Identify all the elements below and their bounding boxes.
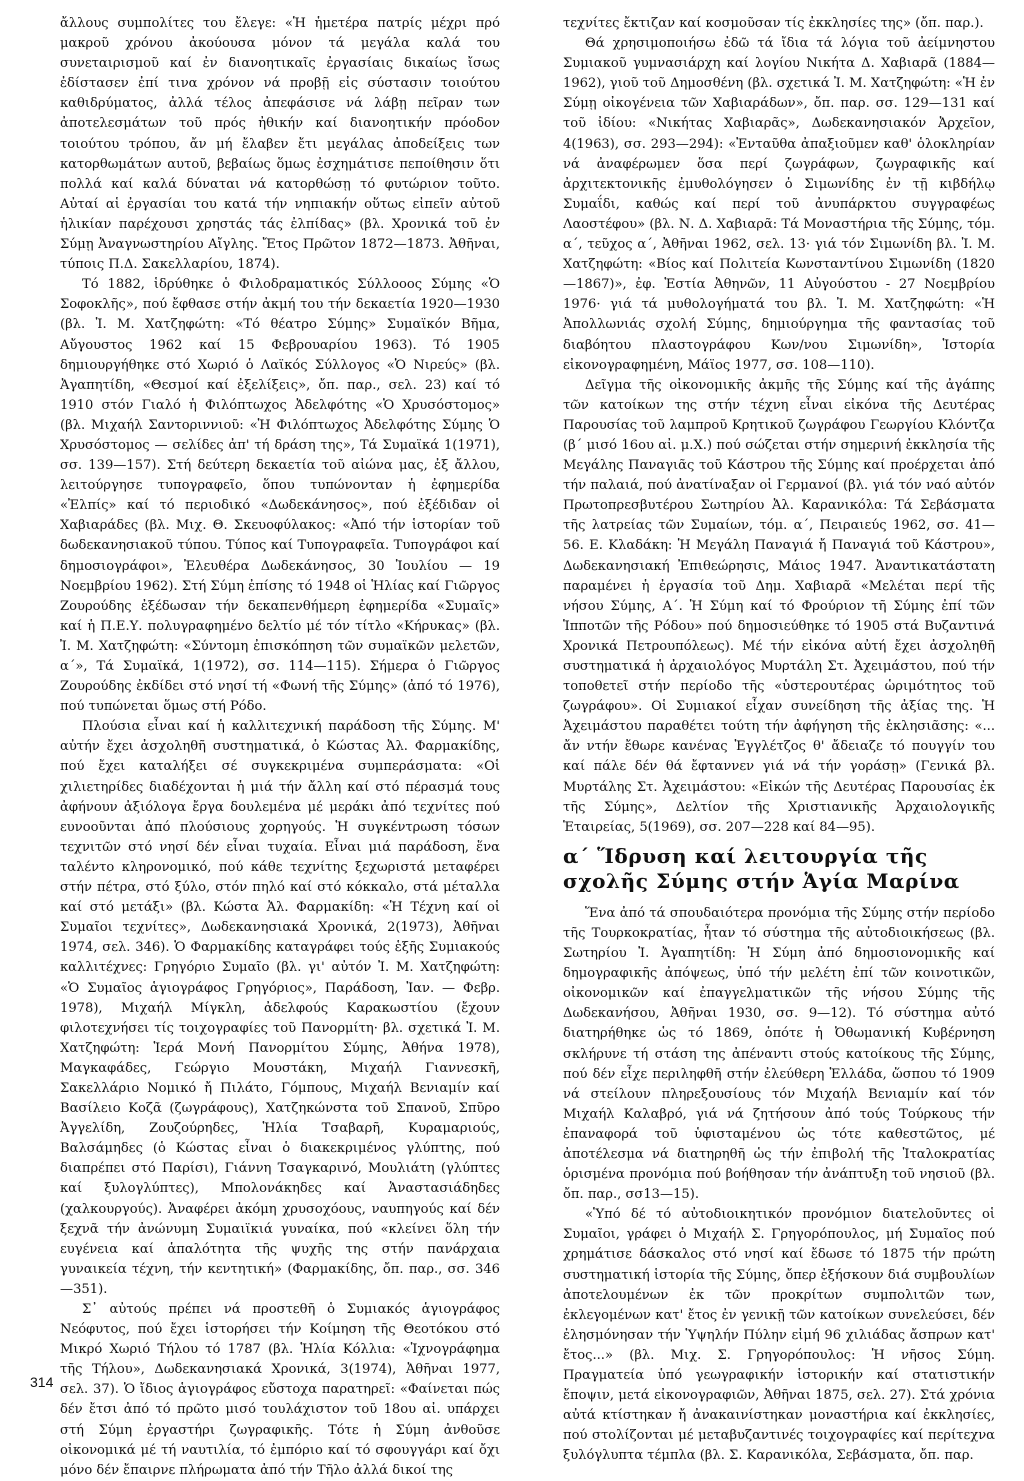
paragraph: Θά χρησιμοποιήσω ἐδῶ τά ἴδια τά λόγια τοῦ ἀείμνηστου Συμιακοῦ γυμνασιάρχη καί λογίου Νικήτα Δ. Χαβιαρᾶ (1884—1962), γιοῦ τοῦ Δημοσθένη (βλ. σχετικά Ἰ. Μ. Χατζηφώτη: «Ἡ ἐν Σύμῃ οἰκογένεια τῶν Χαβιαράδων», ὄπ. παρ. σσ. 129—131 καί τοῦ ἰδίου: «Νικήτας Χαβιαρᾶς», Δωδεκανησιακόν Ἀρχεῖον, 4(1963), σσ. 293—294): «Ἐνταῦθα ἀπαξιοῦμεν καθ' ὁλοκληρίαν νά ἀναφέρωμεν ὅσα περί ζωγράφων, ζωγραφικῆς καί ἀρχιτεκτονικῆς ἐμυθολόγησεν ὁ Σιμωνίδης ἐν τῇ κιβδήλῳ Συμαΐδι, καθώς καί περί τοῦ ἀνυπάρκτου συγγραφέως Λαοστέφου» (βλ. Ν. Δ. Χαβιαρᾶ: Τά Μοναστήρια τῆς Σύμης, τόμ. α΄, τεῦχος α΄, Ἀθῆναι 1962, σελ. 13· γιά τόν Σιμωνίδη βλ. Ἰ. Μ. Χατζηφώτη: «Βίος καί Πολιτεία Κωνσταντίνου Σιμωνίδη (1820—1867)», ἐφ. Ἑστία Ἀθηνῶν, 11 Αὐγούστου - 27 Νοεμβρίου 1976· γιά τά μυθολογήματά του βλ. Ἰ. Μ. Χατζηφώτη: «Ἡ Ἀπολλωνιάς σχολή Σύμης, δημιούργημα τῆς φαντασίας τοῦ διαβόητου πλαστογράφου Κων/νου Σιμωνίδη», Ἱστορία εἰκονογραφημένη, Μάϊος 1977, σσ. 108—110). [563, 36, 995, 373]
section-heading: α΄ Ἵδρυση καί λειτουργία τῆς σχολῆς Σύμης στήν Ἁγία Μαρίνα [563, 843, 960, 893]
paragraph: τεχνίτες ἔκτιζαν καί κοσμοῦσαν τίς ἐκκλησίες της» (ὄπ. παρ.). [563, 16, 984, 31]
left-column [60, 14, 500, 1481]
paragraph: Πλούσια εἶναι καί ἡ καλλιτεχνική παράδοση τῆς Σύμης. Μ' αὐτήν ἔχει ἀσχοληθῆ συστηματικά, ὁ Κώστας Ἀλ. Φαρμακίδης, πού ἔχει καταλήξει σέ συγκεκριμένα συμπεράσματα: «Οἱ χιλιετηρίδες διαδέχονται ἡ μιά τήν ἄλλη καί στό πέρασμά τους ἀφήνουν ἀξιόλογα ἔργα δουλεμένα μέ μεράκι ἀπό τεχνίτες πού ευνοοῦνται ἀπό πλούσιους χορηγούς. Ἡ συγκέντρωση τόσων τεχνιτῶν στό νησί δέν εἶναι τυχαία. Εἶναι μιά παράδοση, ἕνα ταλέντο κληρονομικό, πού κάθε τεχνίτης ξεχωριστά μεταφέρει στήν πέτρα, στό ξύλο, στόν πηλό καί στό κόκκαλο, στά μέταλλα καί στό μετάξι» (βλ. Κώστα Ἀλ. Φαρμακίδη: «Ἡ Τέχνη καί οἱ Συμαῖοι τεχνίτες», Δωδεκανησιακά Χρονικά, 2(1973), Ἀθῆναι 1974, σελ. 346). Ὁ Φαρμακίδης καταγράφει τούς ἑξῆς Συμιακούς καλλιτέχνες: Γρηγόριο Συμαῖο (βλ. γι' αὐτόν Ἰ. Μ. Χατζηφώτη: «Ὁ Συμαῖος ἁγιογράφος Γρηγόριος», Παράδοση, Ἰαν. — Φεβρ. 1978), Μιχαήλ Μίγκλη, ἀδελφούς Καρακωστίου (ἔχουν φιλοτεχνήσει τίς τοιχογραφίες τοῦ Πανορμίτη· βλ. σχετικά Ἰ. Μ. Χατζηφώτη: Ἱερά Μονή Πανορμίτου Σύμης, Ἀθήνα 1978), Μαγκαφάδες, Γεώργιο Μουστάκη, Μιχαήλ Γιαννεσκῆ, Σακελλάριο Νομικό ἤ Πιλάτο, Γόμπους, Μιχαήλ Βενιαμίν καί Βασίλειο Κοζᾶ (ζωγράφους), Χατζηκώνστα τοῦ Σπανοῦ, Σπῦρο Ἀγγελίδη, Ζουζούρηδες, Ἡλία Τσαβαρῆ, Κυραμαριούς, Βαλσάμηδες (ὁ Κώστας εἶναι ὁ διακεκριμένος γλύπτης, πού διαπρέπει στό Παρίσι), Γιάννη Τσαγκαρινό, Μουλιάτη (γλύπτες καί ξυλογλύπτες), Μπολονάκηδες καί Ἀναστασιάδηδες (χαλκουργούς). Ἀναφέρει ἀκόμη χρυσοχόους, ναυπηγούς καί δέν ξεχνᾶ τήν ἀνώνυμη Συμαιϊκιά γυναίκα, πού «κλείνει ὅλη τήν ευγένεια καί ἁπαλότητα τῆς ψυχῆς της στήν πανάρχαια γυναικεία τέχνη, τήν κεντητική» (Φαρμακίδης, ὄπ. παρ., σσ. 346—351). [60, 719, 500, 1297]
right-column [563, 14, 995, 1466]
paragraph: Ἕνα ἀπό τά σπουδαιότερα προνόμια τῆς Σύμης στήν περίοδο τῆς Τουρκοκρατίας, ἦταν τό σύστημα τῆς αὐτοδιοικήσεως (βλ. Σωτηρίου Ἰ. Ἀγαπητίδη: Ἡ Σύμη ἀπό δημοσιονομικῆς καί δημογραφικῆς ἀπόψεως, ὑπό τήν μελέτη ἐπί τῶν κοινοτικῶν, οἰκονομικῶν καί ἐπαγγελματικῶν τῆς νήσου Σύμης τῆς Δωδεκανήσου, Ἀθῆναι 1930, σσ. 9—12). Τό σύστημα αὐτό διατηρήθηκε ὡς τό 1869, ὁπότε ἡ Ὀθωμανική Κυβέρνηση σκλήρυνε τή στάση της ἀπέναντι στούς κατοίκους τῆς Σύμης, πού δέν εἶχε περιληφθῆ στήν ἐλεύθερη Ἑλλάδα, ὥσπου τό 1909 νά στείλουν πληρεξουσίους τόν Μιχαήλ Βενιαμίν καί τόν Μιχαήλ Καλαβρό, γιά νά ζητήσουν ἀπό τούς Τούρκους τήν ἐπαναφορά τοῦ ὑφισταμένου ὡς τότε καθεστῶτος, μέ ἀποτέλεσμα νά διατηρηθῆ ὡς τήν ἐπιβολή τῆς Ἰταλοκρατίας ὁρισμένα προνόμια πού βοήθησαν τήν ἀνάπτυξη τοῦ νησιοῦ (βλ. ὄπ. παρ., σσ13—15). [563, 905, 995, 1203]
paragraph: ἄλλους συμπολίτες του ἔλεγε: «Ἡ ἡμετέρα πατρίς μέχρι πρό μακροῦ χρόνου ἀκούουσα μόνον τά μεγάλα καλά του συνεταιρισμοῦ καί ἐν διανοητικαῖς ἐργασίαις δικαίως ἴσως ἐδίστασεν ἐπί τινα χρόνον νά προβῇ εἰς σύστασιν τοιούτου καθιδρύματος, ἀλλά τέλος ἀπεφάσισε νά λάβῃ πεῖραν των ἀποτελεσμάτων τοῦ πρός ἠθικήν καί διανοητικήν πρόοδον τοιούτου τρόπου, ἄν μή ἔλαβεν ἔτι μεγάλας ἀποδείξεις των κατορθωμάτων αυτοῦ, βεβαίως ὅμως ἐσχημάτισε πεποίθησιν ὅτι πολλά καί καλά δύναται νά κατορθώσῃ τό φυτώριον τοῦτο. Αὐταί αἱ ἐργασίαι του κατά τήν νηπιακήν οὕτως εἰπεῖν αὐτοῦ ἡλικίαν παρέχουσι χρηστάς τάς ἐλπίδας» (βλ. Χρονικά τοῦ ἐν Σύμῃ Ἀναγνωστηρίου Αἴγλης. Ἔτος Πρῶτον 1872—1873. Ἀθῆναι, τύποις Π.Δ. Σακελλαρίου, 1874). [60, 16, 500, 273]
paragraph: Τό 1882, ἱδρύθηκε ὁ Φιλοδραματικός Σύλλοoος Σύμης «Ὁ Σοφοκλῆς», πού ἔφθασε στήν ἀκμή του τήν δεκαετία 1920—1930 (βλ. Ἰ. Μ. Χατζηφώτη: «Τό θέατρο Σύμης» Συμαϊκόν Βῆμα, Αὔγουστος 1962 καί 15 Φεβρουαρίου 1963). Τό 1905 δημιουργήθηκε στό Χωριό ὁ Λαϊκός Σύλλογος «Ὁ Νιρεύς» (βλ. Ἀγαπητίδη, «Θεσμοί καί ἐξελίξεις», ὄπ. παρ., σελ. 23) καί τό 1910 στόν Γιαλό ἡ Φιλόπτωχος Ἀδελφότης «Ὁ Χρυσόστομος» (βλ. Μιχαήλ Σαντοριννιοῦ: «Ἡ Φιλόπτωχος Ἀδελφότης Σύμης Ὁ Χρυσόστομος — σελίδες ἀπ' τή δράση της», Τά Συμαϊκά 1(1971), σσ. 139—157). Στή δεύτερη δεκαετία τοῦ αἰώνα μας, ἐξ ἄλλου, λειτούργησε τυπογραφεῖο, ὅπου τυπώνονταν ἡ ἐφημερίδα «Ἐλπίς» καί τό περιοδικό «Δωδεκάνησος», πού ἐξέδιδαν οἱ Χαβιαράδες (βλ. Μιχ. Θ. Σκευοφύλακος: «Ἀπό τήν ἱστορίαν τοῦ δωδεκανησιακοῦ τύπου. Τύπος καί Τυπογραφεῖα. Τυπογράφοι καί δημοσιογράφοι», Ἐλευθέρα Δωδεκάνησος, 30 Ἰουλίου — 19 Νοεμβρίου 1962). Στή Σύμη ἐπίσης τό 1948 οἱ Ἡλίας καί Γιῶργος Ζουρούδης ἐξέδωσαν τήν δεκαπενθήμερη ἐφημερίδα «Συμαῖς» καί ἡ Π.Ε.Υ. πολυγραφημένο δελτίο μέ τόν τίτλο «Κήρυκας» (βλ. Ἰ. Μ. Χατζηφώτη: «Σύντομη ἐπισκόπηση τῶν συμαϊκῶν μελετῶν, α΄», Τά Συμαϊκά, 1(1972), σσ. 114—115). Σήμερα ὁ Γιῶργος Ζουρούδης ἐκδίδει στό νησί τή «Φωνή τῆς Σύμης» (ἀπό τό 1976), πού τυπώνεται ὅμως στή Ρόδο. [60, 277, 500, 715]
paragraph: «Ὑπό δέ τό αὐτοδιοικητικόν προνόμιον διατελοῦντες οἱ Συμαῖοι, γράφει ὁ Μιχαήλ Σ. Γρηγορόπουλος, μή Συμαῖος πού χρημάτισε δάσκαλος στό νησί καί ἔδωσε τό 1875 τήν πρώτη συστηματική ἱστορία τῆς Σύμης, ὄπερ ἐξήσκουν διά συμβουλίων ἀποτελουμένων ἐκ τῶν προκρίτων συμπολιτῶν των, ἐκλεγομένων κατ' ἔτος ἐν γενικῇ τῶν κατοίκων συνελεύσει, δέν ἐλησμόνησαν τήν Ὑψηλήν Πύλην εἰμή 96 χιλιάδας ἄσπρων κατ' ἔτος...» (βλ. Μιχ. Σ. Γρηγορόπουλος: Ἡ νῆσος Σύμη. Πραγματεία ὑπό γεωγραφικήν ἱστορικήν καί στατιστικήν ἔποψιν, μετά εἰκονογραφιῶν, Ἀθῆναι 1875, σελ. 27). Στά χρόνια αὐτά κτίστηκαν ἤ ἀνακαινίστηκαν μοναστήρια καί ἐκκλησίες, πού στολίζονται μέ μεταβυζαντινές τοιχογραφίες καί περίτεχνα ξυλόγλυπτα τέμπλα (βλ. Σ. Καρανικόλα, Σεβάσματα, ὄπ. παρ. [563, 1207, 995, 1464]
paragraph: Δεῖγμα τῆς οἰκονομικῆς ἀκμῆς τῆς Σύμης καί τῆς ἀγάπης τῶν κατοίκων της στήν τέχνη εἶναι εἰκόνα τῆς Δευτέρας Παρουσίας τοῦ λαμπροῦ Κρητικοῦ ζωγράφου Γεωργίου Κλόντζα (β΄ μισό 16ου αἰ. μ.Χ.) πού σώζεται στήν σημερινή ἐκκλησία τῆς Μεγάλης Παναγιᾶς τοῦ Κάστρου τῆς Σύμης καί προέρχεται ἀπό τήν παλαιά, πού ἀνατίναξαν οἱ Γερμανοί (βλ. γιά τόν ναό αὐτόν Πρωτοπρεσβυτέρου Σωτηρίου Ἀλ. Καρανικόλα: Τά Σεβάσματα τῆς λατρείας τῶν Συμαίων, τόμ. α΄, Πειραιεύς 1962, σσ. 41—56. Ε. Κλαδάκη: Ἡ Μεγάλη Παναγιά ἤ Παναγιά τοῦ Κάστρου», Δωδεκανησιακή Ἐπιθεώρησις, Μάιος 1947. Ἀναντικατάστατη παραμένει ἡ ἐργασία τοῦ Δημ. Χαβιαρᾶ «Μελέται περί τῆς νήσου Σύμης, Α΄. Ἡ Σύμη καί τό Φρούριον τῆ Σύμης ἐπί τῶν Ἱπποτῶν τῆς Ρόδου» πού δημοσιεύθηκε τό 1905 στά Βυζαντινά Χρονικά Πετρουπόλεως). Μέ τήν εἰκόνα αὐτή ἔχει ἀσχοληθῆ συστηματικά ἡ ἀρχαιολόγος Μυρτάλη Στ. Ἀχειμάστου, πού τήν τοποθετεῖ στήν περίοδο τῆς «ὑστερουτέρας ὡριμότητος τοῦ ζωγράφου». Οἱ Συμιακοί εἶχαν συνείδηση τῆς ἀξίας της. Ἡ Ἀχειμάστου παραθέτει τούτη τήν ἀφήγηση τῆς ἐκλησιᾶσης: «... ἄν ντήν ἔθωρε κανένας Ἐγγλέτζος θ' ἄδειαζε τό πουγγίν του καί πάλε δέν θά ἔφταννεν γιά νά τήν γοράσῃ» (Γενικά βλ. Μυρτάλης Στ. Ἀχειμάστου: «Εἰκών τῆς Δευτέρας Παρουσίας ἐκ τῆς Σύμης», Δελτίον τῆς Χριστιανικῆς Ἀρχαιολογικῆς Ἑταιρείας, 5(1969), σσ. 207—228 καί 84—95). [563, 377, 995, 835]
page-number: 314 [30, 1374, 54, 1390]
paragraph: Σ᾽ αὐτούς πρέπει νά προστεθῆ ὁ Συμιακός ἁγιογράφος Νεόφυτος, πού ἔχει ἱστορήσει τήν Κοίμηση τῆς Θεοτόκου στό Μικρό Χωριό Τήλου τό 1787 (βλ. Ἡλία Κόλλια: «Ἰχνογράφημα τῆς Τήλου», Δωδεκανησιακά Χρονικά, 3(1974), Ἀθῆναι 1977, σελ. 37). Ὁ ἴδιος ἁγιογράφος εὔστοχα παρατηρεῖ: «Φαίνεται πώς δέν ἔτσι ἀπό τό πρῶτο μισό τουλάχιστον τοῦ 18ου αἰ. υπάρχει στή Σύμη ἐργαστήρι ζωγραφικῆς. Τότε ἡ Σύμη ἀνθοῦσε οἰκονομικά μέ τή ναυτιλία, τό ἐμπόριο καί τό σφουγγάρι καί ὄχι μόνο δέν ἔπαιρνε πλήρωματα ἀπό τήν Τῆλο ἀλλά δικοί της [60, 1302, 500, 1478]
